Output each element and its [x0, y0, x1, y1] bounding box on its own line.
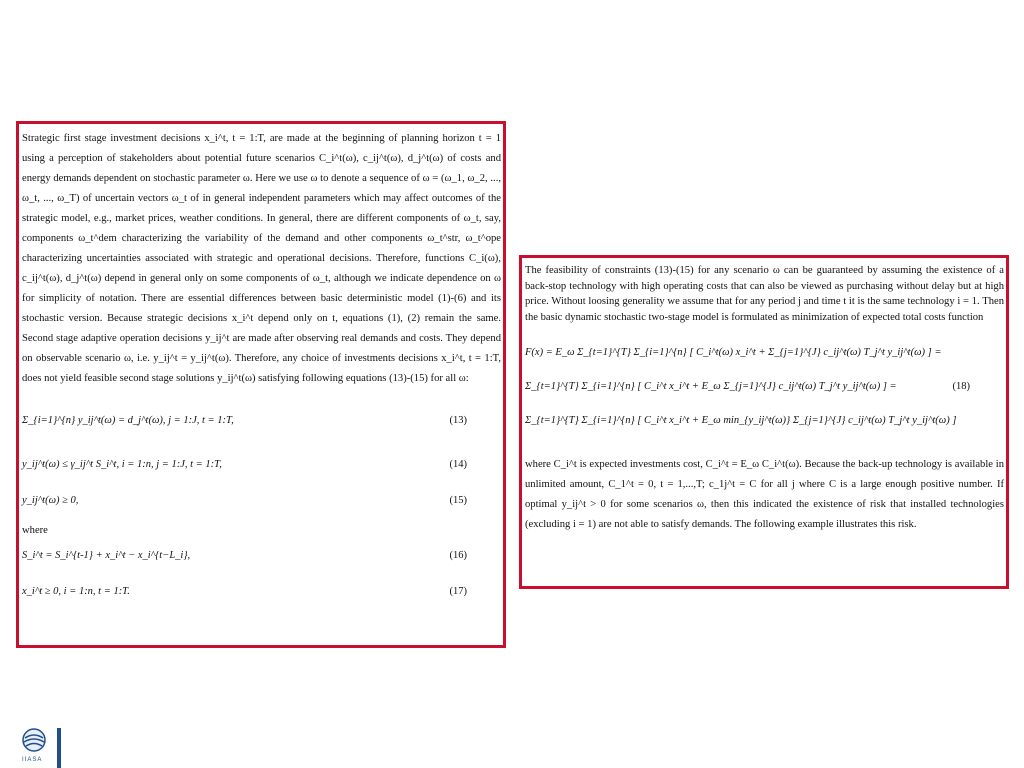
- equation-17: [22, 582, 501, 602]
- equation-18-line-1-body: F(x) = E_ω Σ_{t=1}^{T} Σ_{i=1}^{n} [ C_i^t(ω) x_i^t + Σ_{j=1}^{J} c_ij^t(ω) T_j^t y_ij^t(ω) ] =: [525, 347, 942, 358]
- right-paragraph-2: [525, 455, 1004, 535]
- equation-16-number: (16): [449, 550, 467, 561]
- equation-15: [22, 491, 501, 511]
- right-paragraph-1: [525, 263, 1004, 325]
- equation-14: [22, 455, 501, 475]
- equation-15-number: (15): [449, 495, 467, 506]
- equation-16-body: S_i^t = S_i^{t-1} + x_i^t − x_i^{t−L_i},: [22, 550, 191, 561]
- equation-18-line-1: [525, 343, 1004, 363]
- equation-18-line-3-body: Σ_{t=1}^{T} Σ_{i=1}^{n} [ C_i^t x_i^t + E_ω min_{y_ij^t(ω)} Σ_{j=1}^{J} c_ij^t(ω) T_j^t y_ij^t(ω) ]: [525, 415, 957, 426]
- equation-18-line-3: [525, 411, 1004, 431]
- equation-13-body: Σ_{i=1}^{n} y_ij^t(ω) = d_j^t(ω), j = 1:J, t = 1:T,: [22, 415, 234, 426]
- right-paragraph-1-text: The feasibility of constraints (13)-(15) for any scenario ω can be guaranteed by assuming the existence of a back-stop technology with high operating costs that can also be viewed as purchasing without delay but at high price. Without loosing generality we assume that for any period j and time t it is the same technology i = 1. Then the basic dynamic stochastic two-stage model is formulated as minimization of expected total costs function: [525, 265, 1004, 323]
- equation-16: [22, 546, 501, 566]
- where-label: where: [22, 525, 48, 536]
- equation-13: [22, 411, 501, 431]
- right-paragraph-2-text: where C_i^t is expected investments cost, C_i^t = E_ω C_i^t(ω). Because the back-up technology is available in unlimited amount, C_1^t = 0, t = 1,...,T; c_1j^t = C for all j where C is a large enough positive number. If optimal y_ij^t > 0 for some scenarios ω, then this indicated the existence of risk that installed technologies (excluding i = 1) are not able to satisfy demands. The following example illustrates this risk.: [525, 459, 1004, 530]
- equation-18-number: (18): [952, 381, 970, 392]
- equation-14-number: (14): [449, 459, 467, 470]
- equation-17-body: x_i^t ≥ 0, i = 1:n, t = 1:T.: [22, 586, 130, 597]
- equation-15-body: y_ij^t(ω) ≥ 0,: [22, 495, 79, 506]
- right-text-panel: [519, 255, 1009, 589]
- left-paragraph: [22, 129, 501, 389]
- logo-label: IIASA: [22, 757, 43, 763]
- equation-14-body: y_ij^t(ω) ≤ γ_ij^t S_i^t, i = 1:n, j = 1:J, t = 1:T,: [22, 459, 222, 470]
- equation-17-number: (17): [449, 586, 467, 597]
- left-text-panel: [16, 121, 506, 648]
- logo-bar: [57, 728, 61, 768]
- equation-18-line-2: [525, 377, 1004, 397]
- equation-18-line-2-body: Σ_{t=1}^{T} Σ_{i=1}^{n} [ C_i^t x_i^t + E_ω Σ_{j=1}^{J} c_ij^t(ω) T_j^t y_ij^t(ω) ] =: [525, 381, 897, 392]
- equation-13-number: (13): [449, 415, 467, 426]
- left-paragraph-text: Strategic first stage investment decisions x_i^t, t = 1:T, are made at the beginning of planning horizon t = 1 using a perception of stakeholders about potential future scenarios C_i^t(ω), c_ij^t(ω), d_j^t(ω) of costs and energy demands dependent on stochastic parameter ω. Here we use ω to denote a sequence of ω = (ω_1, ω_2, ..., ω_t, ..., ω_T) of uncertain vectors ω_t of in general independent parameters which may affect outcomes of the strategic model, e.g., market prices, weather conditions. In general, there are different components of ω_t, say, components ω_t^dem characterizing the variability of the demand and other components ω_t^str, ω_t^ope characterizing uncertainties associated with strategic and operational decisions. Therefore, functions C_i(ω), c_ij^t(ω), d_j^t(ω) depend in general only on some components of ω_t, although we indicate dependence on ω for simplicity of notation. There are essential differences between basic deterministic model (1)-(6) and its stochastic version. Because strategic decisions x_i^t depend only on t, equations (1), (2) remain the same. Second stage adaptive operation decisions y_ij^t are made after observing real demands and costs. They depend on observable scenario ω, i.e. y_ij^t = y_ij^t(ω). Therefore, any choice of investments decisions x_i^t, t = 1:T, does not yield feasible second stage solutions y_ij^t(ω) satisfying following equations (13)-(15) for all ω:: [22, 133, 501, 384]
